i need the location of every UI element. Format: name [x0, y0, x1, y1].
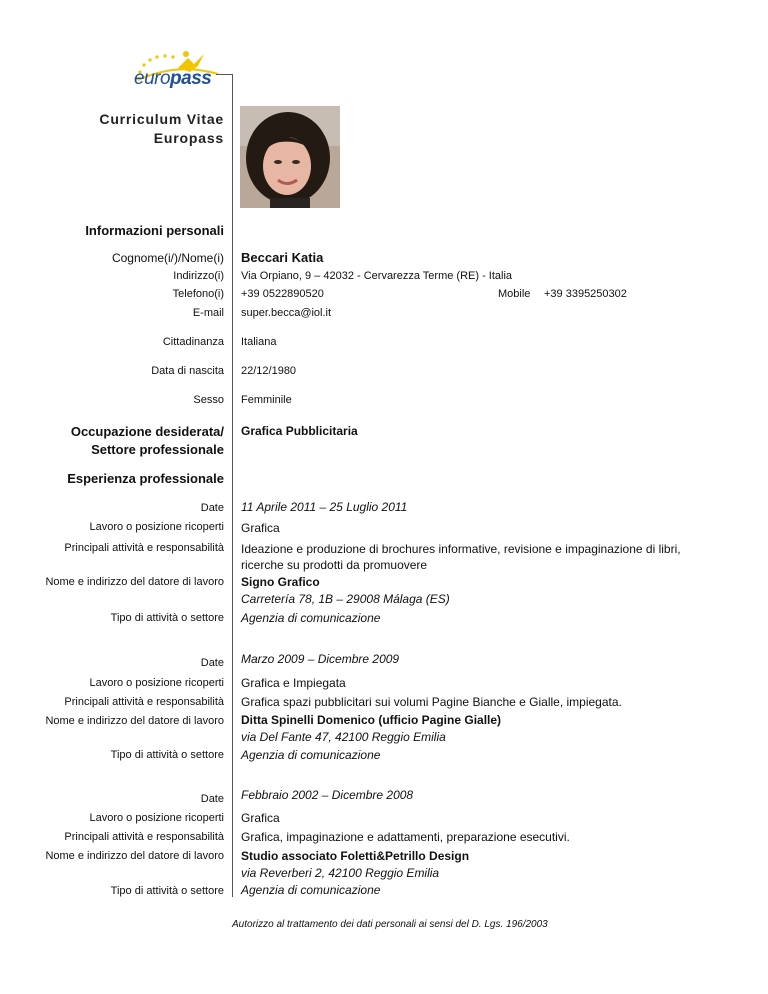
sector-value: Agenzia di comunicazione: [241, 611, 381, 625]
date-value: 11 Aprile 2011 – 25 Luglio 2011: [241, 500, 408, 514]
europass-logo: [128, 44, 228, 94]
position-value: Grafica: [241, 811, 280, 825]
date-label: Date: [200, 502, 224, 514]
position-label: Lavoro o posizione ricoperti: [89, 812, 224, 824]
citizenship-value: Italiana: [241, 336, 277, 348]
name-value: Beccari Katia: [241, 250, 324, 265]
occupation-value: Grafica Pubblicitaria: [241, 424, 358, 438]
activities-label: Principali attività e responsabilità: [64, 696, 224, 708]
name-label: Cognome(i/)/Nome(i): [111, 251, 224, 265]
citizenship-label: Cittadinanza: [162, 336, 224, 348]
date-value: Marzo 2009 – Dicembre 2009: [241, 652, 400, 666]
date-value: Febbraio 2002 – Dicembre 2008: [241, 788, 414, 802]
email-value[interactable]: super.becca@iol.it: [241, 307, 332, 319]
position-label: Lavoro o posizione ricoperti: [89, 677, 224, 689]
position-value: Grafica: [241, 521, 280, 535]
employer-address: Carretería 78, 1B – 29008 Málaga (ES): [241, 592, 450, 606]
employer-label: Nome e indirizzo del datore di lavoro: [45, 576, 224, 588]
section-personal-info: Informazioni personali: [85, 223, 224, 238]
mobile-label: Mobile: [498, 288, 531, 300]
cv-title: [99, 110, 224, 148]
employer-label: Nome e indirizzo del datore di lavoro: [45, 850, 224, 862]
activities-value: Grafica, impaginazione e adattamenti, preparazione esecutivi.: [241, 830, 570, 844]
date-label: Date: [200, 793, 224, 805]
sex-value: Femminile: [241, 394, 292, 406]
cv-title-line2: Europass: [153, 130, 224, 146]
cv-title-line1: Curriculum Vitae: [99, 111, 224, 127]
logo-text: europass: [134, 68, 212, 89]
employer-address: via Del Fante 47, 42100 Reggio Emilia: [241, 730, 446, 744]
privacy-footer: Autorizzo al trattamento dei dati personali ai sensi del D. Lgs. 196/2003: [232, 919, 548, 930]
address-value: Via Orpiano, 9 – 42032 - Cervarezza Terme (RE) - Italia: [241, 270, 513, 282]
position-value: Grafica e Impiegata: [241, 676, 346, 690]
birth-label: Data di nascita: [151, 365, 224, 377]
sector-label: Tipo di attività o settore: [110, 612, 224, 624]
employer-name: Studio associato Foletti&Petrillo Design: [241, 849, 470, 863]
column-divider: [232, 75, 233, 897]
mobile-value: +39 3395250302: [544, 288, 627, 300]
employer-name: Ditta Spinelli Domenico (ufficio Pagine Gialle): [241, 713, 502, 727]
birth-value: 22/12/1980: [241, 365, 297, 377]
activities-label: Principali attività e responsabilità: [64, 542, 224, 554]
phone-label: Telefono(i): [172, 288, 224, 300]
email-label: E-mail: [192, 307, 224, 319]
portrait-image: [240, 106, 340, 208]
section-experience: Esperienza professionale: [67, 471, 224, 486]
sector-value: Agenzia di comunicazione: [241, 883, 381, 897]
logo-divider: [216, 74, 233, 75]
profile-photo: [240, 106, 340, 208]
activities-label: Principali attività e responsabilità: [64, 831, 224, 843]
sex-label: Sesso: [193, 394, 224, 406]
employer-label: Nome e indirizzo del datore di lavoro: [45, 715, 224, 727]
activities-value: Grafica spazi pubblicitari sui volumi Pagine Bianche e Gialle, impiegata.: [241, 695, 622, 709]
occupation-label-line2: Settore professionale: [91, 442, 224, 457]
employer-name: Signo Grafico: [241, 575, 320, 589]
occupation-label: [71, 423, 224, 459]
employer-address: via Reverberi 2, 42100 Reggio Emilia: [241, 866, 440, 880]
sector-value: Agenzia di comunicazione: [241, 748, 381, 762]
activities-value: Ideazione e produzione di brochures informative, revisione e impaginazione di libri, ricerche su prodotti da promuovere: [241, 542, 681, 572]
phone-value: +39 0522890520: [241, 288, 324, 300]
sector-label: Tipo di attività o settore: [110, 885, 224, 897]
occupation-label-line1: Occupazione desiderata/: [70, 424, 224, 439]
sector-label: Tipo di attività o settore: [110, 749, 224, 761]
date-label: Date: [200, 657, 224, 669]
position-label: Lavoro o posizione ricoperti: [89, 521, 224, 533]
address-label: Indirizzo(i): [173, 270, 224, 282]
